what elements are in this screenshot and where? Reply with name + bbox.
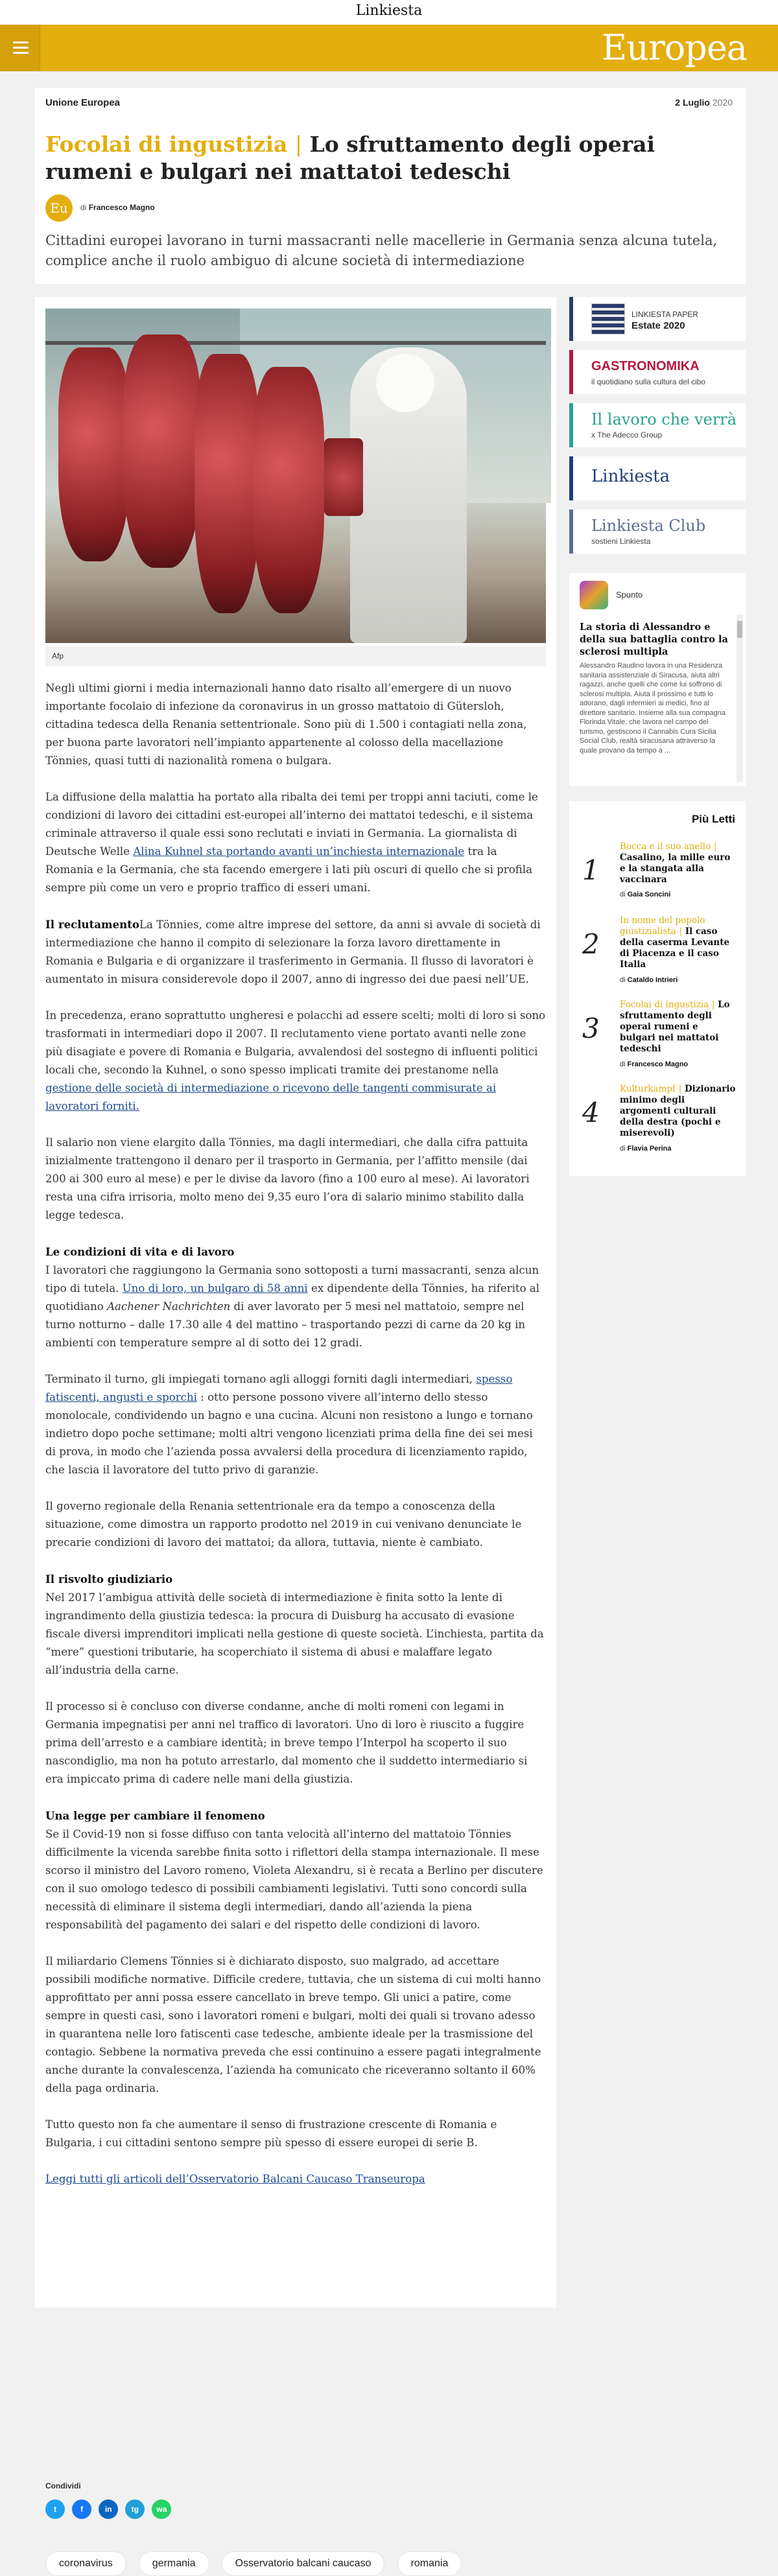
share-buttons bbox=[45, 2500, 175, 2519]
lavoro-che-verra-promo[interactable]: Il lavoro che verrà x The Adecco Group bbox=[569, 403, 746, 447]
facebook-share-button[interactable]: f bbox=[72, 2500, 91, 2519]
section-heading: Le condizioni di vita e di lavoro bbox=[45, 1245, 235, 1258]
top-brand-bar bbox=[0, 0, 778, 25]
tag-link[interactable]: germania bbox=[139, 2551, 209, 2576]
paragraph: Il reclutamentoLa Tönnies, come altre imprese del settore, da anni si avvale di società di intermediazione che hanno il compito di selezionare la forza lavoro direttamente in Romania e Bulgaria e di organizzare il trasferimento in Germania. Il flusso di lavoratori è aumentato in misura considerevole dopo il 2007, anno di ingresso dei due paesi nell’UE. bbox=[45, 918, 541, 985]
category-link[interactable]: Unione Europea bbox=[45, 97, 121, 108]
author-avatar: Eu bbox=[45, 194, 73, 222]
paragraph: Terminato il turno, gli impiegati tornano agli alloggi forniti dagli intermediari, spesso fatiscenti, angusti e sporchi : otto persone possono vivere all’interno dello stesso monolocale, condividendo un bagno e una cucina. Alcuni non resistono a lungo e tornano indietro dopo poche settimane; molti altri vengono licenziati prima della fine dei sei mesi di prova, in modo che l’azienda possa avvalersi della procedura di licenziamento rapido, che lascia il lavoratore del tutto privo di garanzie. bbox=[45, 1373, 533, 1476]
paragraph: Il salario non viene elargito dalla Tönnies, ma dagli intermediari, che dalla cifra pattuita inizialmente trattengono il denaro per il trasporto in Germania, per l’affitto mensile (dai 200 ai 300 euro al mese) e per le divise da lavoro (fino a 100 euro al mese). Ai lavoratori resta una cifra irrisoria, molto meno dei 9,35 euro l’ora di salario minimo stabilito dalla legge tedesca. bbox=[45, 1136, 530, 1221]
image-caption: Afp bbox=[45, 646, 546, 666]
article-body bbox=[35, 297, 556, 2569]
spunto-title[interactable]: La storia di Alessandro e della sua battaglia contro la sclerosi multipla bbox=[580, 622, 728, 657]
share-label: Condividi bbox=[45, 2481, 81, 2490]
paragraph: Il governo regionale della Renania settentrionale era da tempo a conoscenza della situazione, come dimostra un rapporto prodotto nel 2019 in cui venivano denunciate le precarie condizioni di lavoro dei mattatoi; da allora, tuttavia, niente è cambiato. bbox=[45, 1500, 522, 1549]
paragraph: Il miliardario Clemens Tönnies si è dichiarato disposto, suo malgrado, ad accettare possibili modifiche normative. Difficile credere, tuttavia, che un sistema di cui molti hanno approfittato per anni possa essere cancellato in breve tempo. Gli unici a patire, come sempre in questi casi, sono i lavoratori romeni e bulgari, molti dei quali si trovano adesso in quarantena nelle loro fatiscenti case tedesche, ambiente ideale per la trasmissione del contagio. Sebbene la normativa preveda che essi continuino a essere pagati integralmente anche durante la convalescenza, l’azienda ha comunicato che riceveranno soltanto il 60% della paga ordinaria. bbox=[45, 1955, 541, 2094]
article-text bbox=[45, 679, 546, 2207]
gastronomika-promo[interactable]: GASTRONOMIKA il quotidiano sulla cultura del cibo bbox=[569, 350, 746, 394]
inline-link[interactable]: Uno di loro, un bulgaro di 58 anni bbox=[122, 1282, 308, 1294]
scrollbar[interactable] bbox=[737, 615, 743, 782]
title-kicker: Focolai di ingustizia bbox=[45, 132, 288, 157]
linkedin-share-button[interactable]: in bbox=[99, 2500, 118, 2519]
whatsapp-share-button[interactable]: wa bbox=[152, 2500, 171, 2519]
paragraph: Il processo si è concluso con diverse condanne, anche di molti romeni con legami in Germania impegnatisi per anni nel traffico di lavoratori. Uno di loro è riuscito a fuggire prima dell’arresto e a cambiare identità; in breve tempo l’Interpol ha scoperto il suo nascondiglio, ma non ha potuto arrestarlo, dal momento che il suddetto intermediario si era impiccato prima di cadere nelle mani della giustizia. bbox=[45, 1700, 528, 1785]
paragraph: Negli ultimi giorni i media internazionali hanno dato risalto all’emergere di un nuovo importante focolaio di infezione da coronavirus in un grosso mattatoio di Gütersloh, cittadina tedesca della Renania settentrionale. Sono più di 1.500 i contagiati nella zona, per buona parte lavoratori nell’impianto appartenente al colosso della macellazione Tönnies, quasi tutti di nazionalità romena o bulgara. bbox=[45, 682, 527, 767]
twitter-share-button[interactable]: t bbox=[45, 2500, 65, 2519]
paragraph bbox=[45, 2170, 546, 2188]
section-navbar bbox=[0, 25, 778, 71]
tag-link[interactable]: Osservatorio balcani caucaso bbox=[222, 2551, 385, 2576]
section-heading: Il risvolto giudiziario bbox=[45, 1573, 173, 1586]
publish-date: 2 Luglio 2020 bbox=[675, 97, 733, 108]
hero-image bbox=[45, 309, 546, 643]
section-heading: Il reclutamento bbox=[45, 918, 139, 931]
paragraph: Una legge per cambiare il fenomeno Se il Covid-19 non si fosse diffuso con tanta velocità all’interno del mattatoio Tönnies difficilmente la vicenda sarebbe finita sotto i riflettori della stampa internazionale. Il mese scorso il ministro del Lavoro romeno, Violeta Alexandru, si è recata a Berlino per discutere con il suo omologo tedesco di possibili cambiamenti legislativi. Tutti sono concordi sulla necessità di eliminare il sistema degli intermediari, dando all’azienda la piena responsabilità del pagamento dei salari e del rispetto delle condizioni di lavoro. bbox=[45, 1809, 543, 1931]
section-heading: Una legge per cambiare il fenomeno bbox=[45, 1809, 265, 1822]
site-logo[interactable]: Linkiesta bbox=[355, 3, 423, 19]
paragraph: In precedenza, erano soprattutto ungheresi e polacchi ad essere scelti; molti di loro si sono trasformati in intermediari dopo il 2007. Il reclutamento viene portato avanti nelle zone più disagiate e povere di Romania e Bulgaria, avvalendosi del sostegno di influenti politici locali che, secondo la Kuhnel, o sono spesso implicati tramite dei prestanome nella gestione delle società di intermediazione o ricevono delle tangenti commisurate ai lavoratori forniti. bbox=[45, 1009, 546, 1112]
tag-link[interactable]: romania bbox=[397, 2551, 462, 2576]
author-name[interactable]: di Francesco Magno bbox=[80, 203, 155, 212]
telegram-share-button[interactable]: tg bbox=[125, 2500, 145, 2519]
inline-link[interactable]: spesso fatiscenti, angusti e sporchi bbox=[45, 1373, 513, 1403]
spunto-widget[interactable]: Spunto La storia di Alessandro e della sua battaglia contro la sclerosi multipla Alessandro Raudino lavora in una Residenza sanitaria assistenziale di Siracusa, aiuta altri ragazzi, anche quelli che come lui soffrono di sclerosi multipla. Aiuta il prossimo e tutti lo adorano, dagli infermieri ai medici, fino al direttore sanitario. Insieme alla sua compagna Florinda Vitale, che lavora nel campo del turismo, gestiscono il Cannabis Cura Sicilia Social Club, realtà siracusana attraverso la quale provano da tempo a ... bbox=[569, 573, 746, 786]
read-all-link[interactable]: Leggi tutti gli articoli dell’Osservatorio Balcani Caucaso Transeuropa bbox=[45, 2173, 425, 2185]
most-read-box: Più Letti 1 Bocca e il suo anello | Casalino, la mille euro e la stangata alla vaccinara di Gaia Soncini 2 In nome del popolo giustizialista | Il caso della caserma Levante di Piacenza e il caso Italia di Cataldo Intrieri 3 Focolai di ingustizia | Lo sfruttamento degli operai rumeni e bulgari nei mattatoi tedeschi di Francesco Magno 4 Kulturkampf | Dizionario minimo degli argomenti culturali della destra (pochi e miserevoli) di Flavia Perina bbox=[569, 801, 746, 1176]
menu-icon[interactable] bbox=[0, 25, 40, 71]
spunto-logo-icon bbox=[580, 581, 608, 609]
paragraph: La diffusione della malattia ha portato alla ribalta dei temi per troppi anni taciuti, come le condizioni di lavoro dei cittadini est-europei all’interno dei mattatoi tedeschi, e il sistema criminale attraverso il quale essi sono reclutati e inviati in Germania. La giornalista di Deutsche Welle Alina Kuhnel sta portando avanti un’inchiesta internazionale tra la Romania e la Germania, che sta facendo emergere i lati più oscuri di quello che si profila sempre più come un vero e proprio traffico di esseri umani. bbox=[45, 791, 538, 894]
section-logo[interactable]: Europea bbox=[601, 27, 747, 68]
article-title: Focolai di ingustizia | Lo sfruttamento degli operai rumeni e bulgari nei mattatoi tedeschi bbox=[45, 132, 655, 184]
spunto-excerpt: Alessandro Raudino lavora in una Residenza sanitaria assistenziale di Siracusa, aiuta altri ragazzi, anche quelli che come lui soffrono di sclerosi multipla. Aiuta il prossimo e tutti lo adorano, dagli infermieri ai medici, fino al direttore sanitario. Insieme alla sua compagna Florinda Vitale, che lavora nel campo del turismo, gestiscono il Cannabis Cura Sicilia Social Club, realtà siracusana attraverso la quale provano da tempo a ... bbox=[580, 662, 726, 755]
linkiesta-promo[interactable]: Linkiesta bbox=[569, 456, 746, 500]
inline-link[interactable]: gestione delle società di intermediazione o ricevono delle tangenti commisurate ai lavoratori forniti. bbox=[45, 1082, 497, 1112]
linkiesta-paper-promo[interactable]: LINKIESTA PAPER Estate 2020 bbox=[569, 297, 746, 341]
paragraph: Le condizioni di vita e di lavoro I lavoratori che raggiungono la Germania sono sottoposti a turni massacranti, senza alcun tipo di tutela. Uno di loro, un bulgaro di 58 anni ex dipendente della Tönnies, ha riferito al quotidiano Aachener Nachrichten di aver lavorato per 5 mesi nel mattatoio, sempre nel turno notturno – dalle 17.30 alle 4 del mattino – trasportando pezzi di carne da 20 kg in ambienti con temperature sempre al di sotto dei 12 gradi. bbox=[45, 1245, 540, 1349]
tag-list bbox=[45, 2551, 471, 2576]
article-header bbox=[35, 88, 746, 284]
title-text: Lo sfruttamento degli operai rumeni e bulgari nei mattatoi tedeschi bbox=[45, 132, 655, 184]
tag-link[interactable]: coronavirus bbox=[45, 2551, 126, 2576]
most-read-title: Più Letti bbox=[691, 813, 735, 825]
inline-link[interactable]: Alina Kuhnel sta portando avanti un’inchiesta internazionale bbox=[133, 845, 465, 858]
linkiesta-club-promo[interactable]: Linkiesta Club sostieni Linkiesta bbox=[569, 509, 746, 554]
paper-cover-thumbnail bbox=[591, 303, 625, 334]
article-summary: Cittadini europei lavorano in turni massacranti nelle macellerie in Germania senza alcuna tutela, complice anche il ruolo ambiguo di alcune società di intermediazione bbox=[45, 233, 718, 268]
paragraph: Il risvolto giudiziario Nel 2017 l’ambigua attività delle società di intermediazione è finita sotto la lente di ingrandimento della giustizia tedesca: la procura di Duisburg ha accusato di evasione fiscale diversi imprenditori implicati nella gestione di queste società. L’inchiesta, partita da “mere” questioni tributarie, ha scoperchiato il sistema di abusi e malaffare legato all’industria della carne. bbox=[45, 1573, 544, 1676]
paragraph: Tutto questo non fa che aumentare il senso di frustrazione crescente di Romania e Bulgaria, i cui cittadini sentono sempre più spesso di essere europei di serie B. bbox=[45, 2118, 497, 2149]
